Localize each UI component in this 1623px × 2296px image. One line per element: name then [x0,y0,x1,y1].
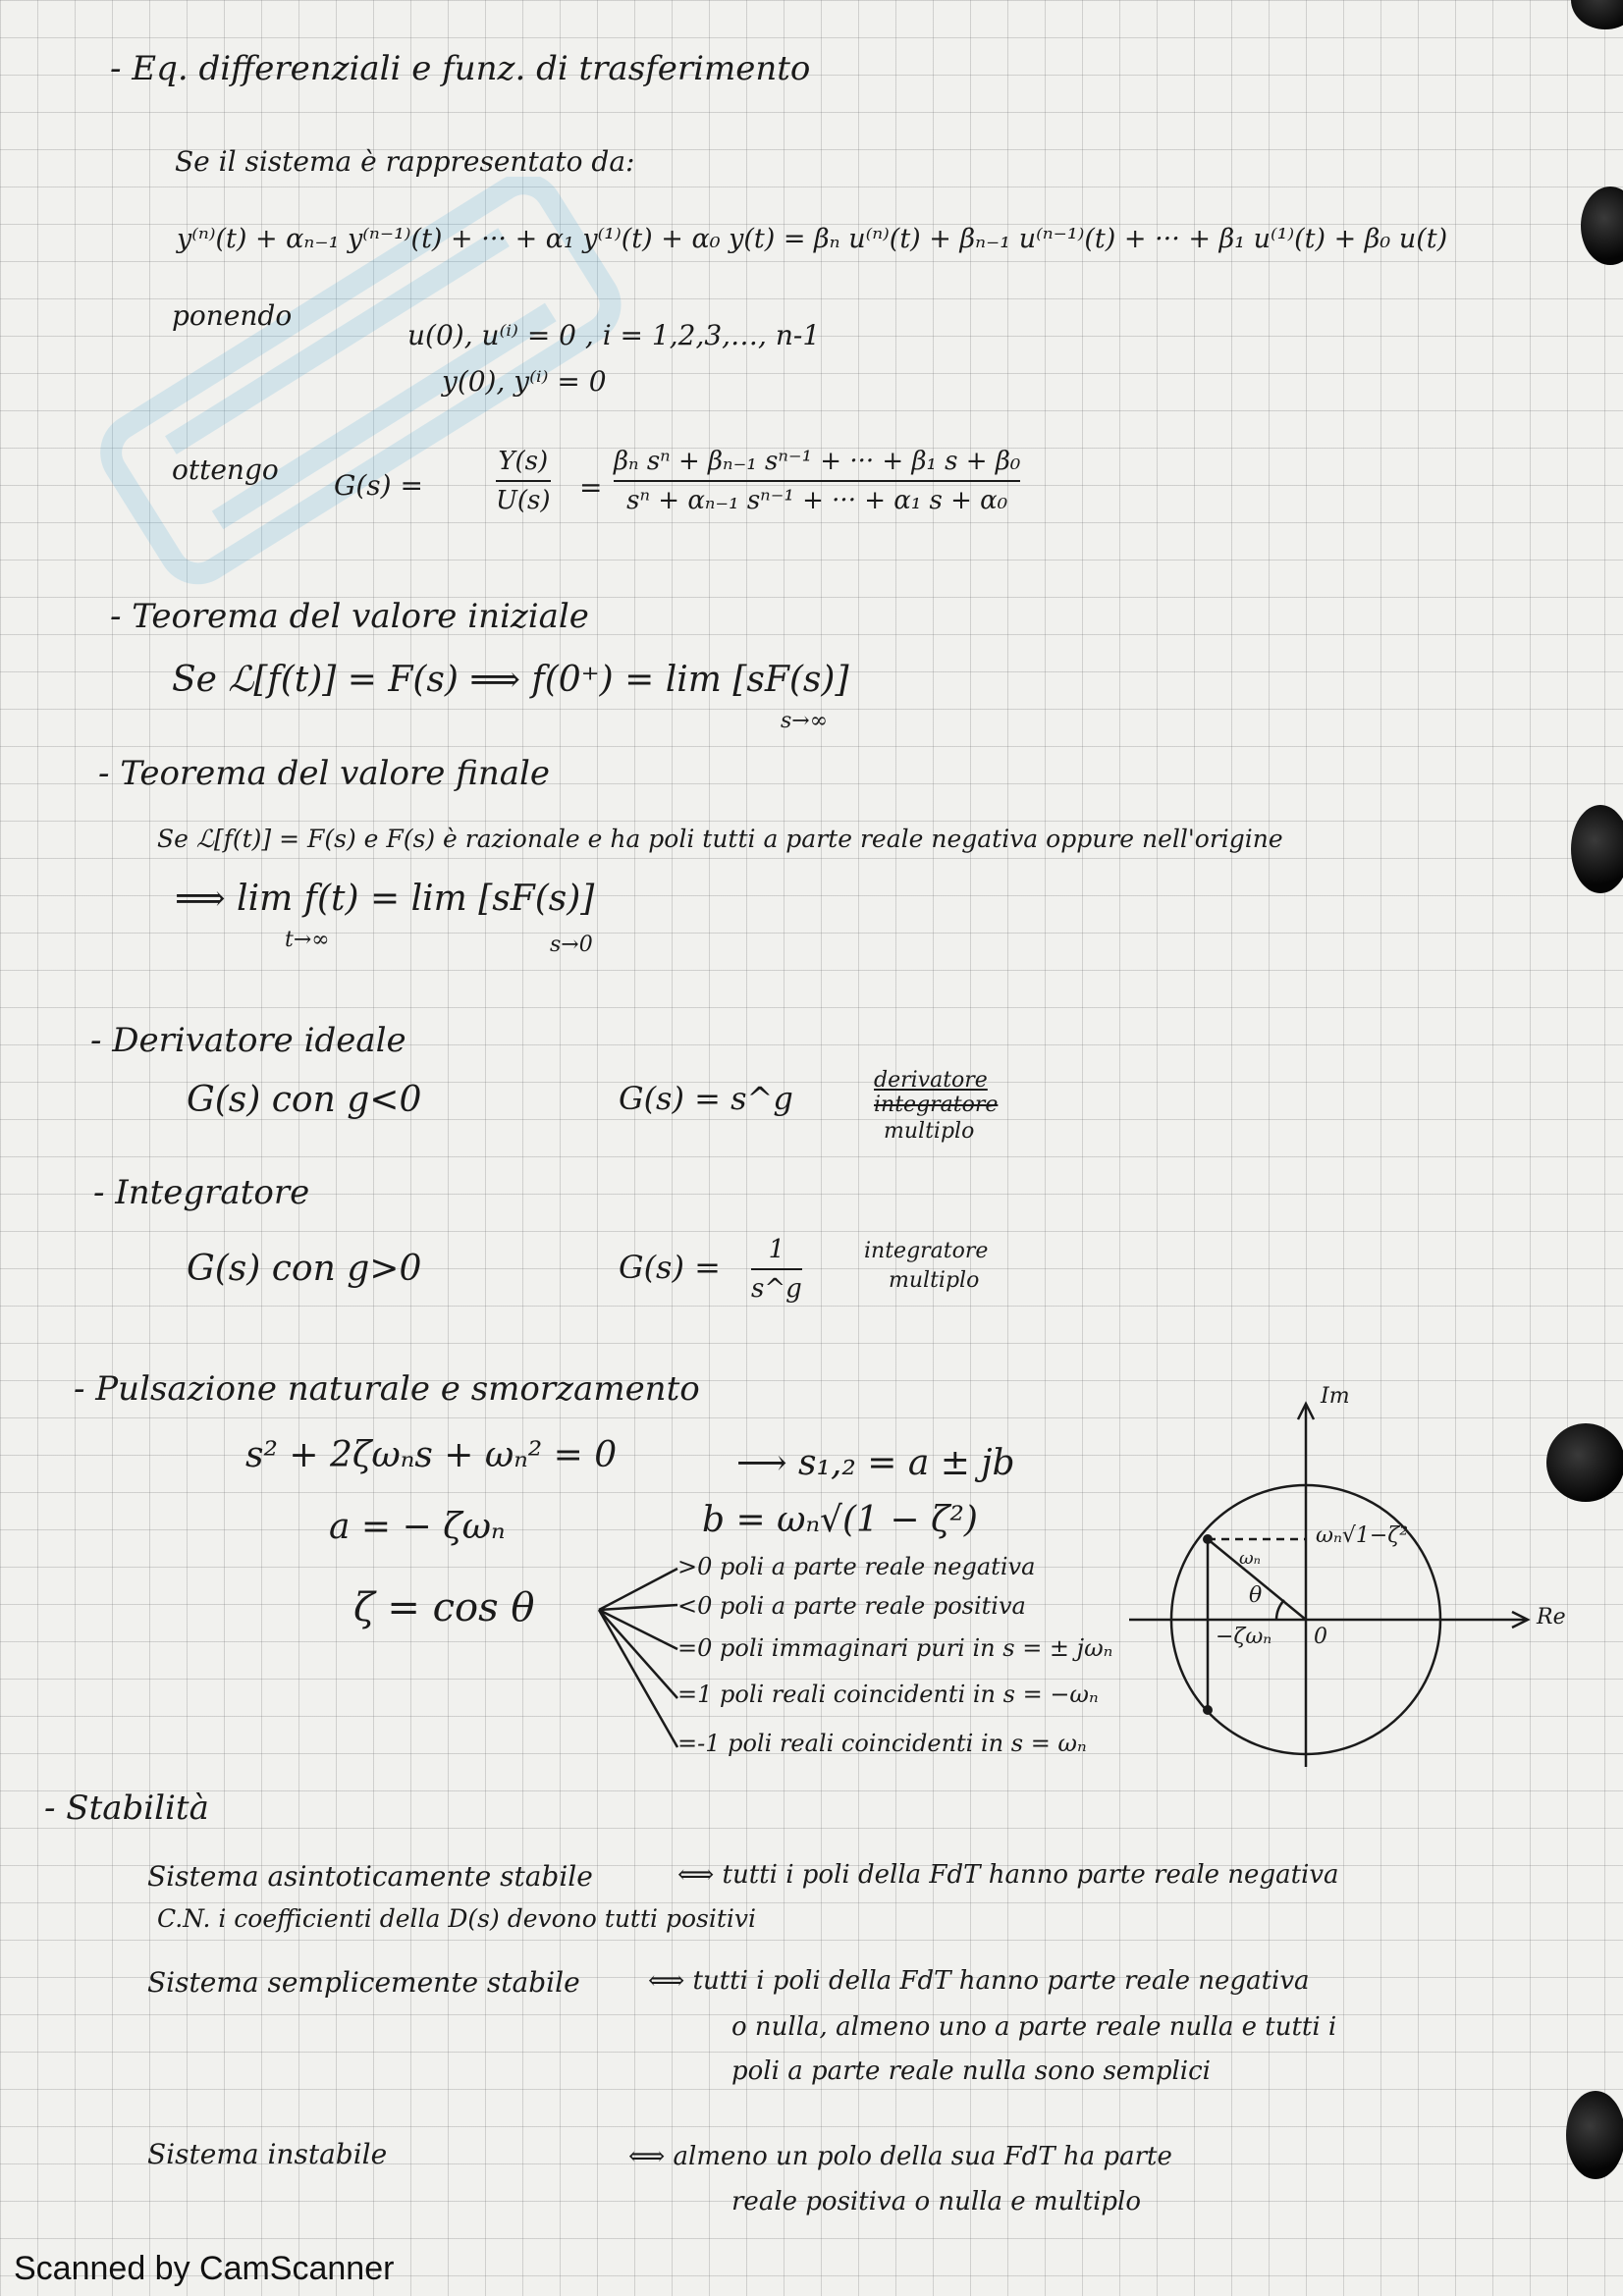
imag-part-equation: b = ωₙ√(1 − ζ²) [702,1500,978,1540]
derivatore-heading: - Derivatore ideale [90,1021,406,1060]
eq-diff-intro: Se il sistema è rappresentato da: [175,145,635,178]
final-value-result: ⟹ lim f(t) = lim [sF(s)] [175,879,595,919]
real-projection-label: −ζωₙ [1216,1625,1272,1649]
ponendo-label: ponendo [172,299,293,332]
equals-sign: = [579,471,603,504]
pulsazione-heading: - Pulsazione naturale e smorzamento [74,1369,700,1409]
unstable-label: Sistema instabile [147,2138,388,2170]
ottengo-label: ottengo [172,454,279,486]
final-value-statement: Se ℒ[f(t)] = F(s) e F(s) è razionale e ha poli tutti a parte reale negativa oppure nell'origine [157,825,1283,853]
zeta-case-negative: <0 poli a parte reale positiva [677,1592,1026,1620]
final-value-sub-s: s→0 [550,933,593,957]
derivatore-note-top: derivatore [874,1068,988,1093]
binder-ring [1571,805,1623,893]
derivatore-formula: G(s) = s^g [619,1080,793,1117]
transfer-function-lhs: G(s) = [334,469,423,502]
theta-label: θ [1249,1583,1263,1608]
binder-ring [1546,1423,1623,1502]
final-value-sub-t: t→∞ [285,928,330,952]
asymptotic-stable-text: ⟺ tutti i poli della FdT hanno parte reale negativa [677,1860,1339,1890]
tf-numerator: βₙ sⁿ + βₙ₋₁ sⁿ⁻¹ + ··· + β₁ s + β₀ [614,447,1021,476]
im-axis-label: Im [1321,1384,1350,1409]
stabilita-heading: - Stabilità [44,1789,209,1828]
fraction-bar [496,480,551,482]
fraction-bar [751,1268,802,1270]
real-axis-arrow [1512,1612,1528,1628]
initial-value-heading: - Teorema del valore iniziale [110,597,589,636]
input-conditions: u(0), u⁽ⁱ⁾ = 0 , i = 1,2,3,…, n-1 [407,319,821,351]
asymptotic-stable-label: Sistema asintoticamente stabile [147,1860,593,1893]
integratore-note-top: integratore [864,1239,989,1263]
derivatore-condition: G(s) con g<0 [187,1080,422,1120]
zeta-cos-equation: ζ = cos θ [353,1585,535,1630]
integratore-formula-lhs: G(s) = [619,1249,721,1286]
fraction-bar [614,480,1020,482]
binder-ring [1571,0,1623,29]
initial-value-limit-sub: s→∞ [781,709,829,733]
initial-value-statement: Se ℒ[f(t)] = F(s) ⟹ f(0⁺) = lim [sF(s)] [172,660,849,700]
differential-equation: y⁽ⁿ⁾(t) + αₙ₋₁ y⁽ⁿ⁻¹⁾(t) + ··· + α₁ y⁽¹⁾(t) + α₀ y(t) = βₙ u⁽ⁿ⁾(t) + βₙ₋₁ u⁽ⁿ⁻¹⁾(t) + ··· + β₁ u⁽¹⁾(t) + β₀ u(t) [177,224,1448,254]
eq-diff-heading: - Eq. differenziali e funz. di trasferimento [110,49,811,88]
real-part-equation: a = − ζωₙ [329,1507,506,1547]
origin-label: 0 [1314,1625,1327,1649]
zeta-case-positive: >0 poli a parte reale negativa [677,1553,1036,1580]
roots-expression: ⟶ s₁,₂ = a ± jb [736,1443,1015,1483]
ratio-denominator: U(s) [496,486,551,515]
pole-lower [1203,1705,1213,1715]
final-value-heading: - Teorema del valore finale [98,754,551,793]
unstable-text-2: reale positiva o nulla e multiplo [731,2187,1142,2216]
simple-stable-text-1: ⟺ tutti i poli della FdT hanno parte reale negativa [648,1966,1310,1996]
output-conditions: y(0), y⁽ⁱ⁾ = 0 [442,365,607,398]
simple-stable-text-3: poli a parte reale nulla sono semplici [731,2056,1211,2086]
pole-upper [1203,1534,1213,1544]
integratore-heading: - Integratore [93,1173,310,1212]
theta-arc [1276,1600,1284,1620]
ratio-numerator: Y(s) [498,447,549,476]
integratore-numerator: 1 [768,1235,785,1264]
re-axis-label: Re [1537,1605,1566,1629]
unstable-text-1: ⟺ almeno un polo della sua FdT ha parte [628,2142,1172,2171]
transfer-function-rational [614,447,1020,515]
radius-label: ωₙ [1239,1548,1261,1569]
integratore-fraction [751,1235,802,1304]
zeta-case-minus-one: =-1 poli reali coincidenti in s = ωₙ [677,1730,1087,1757]
binder-ring [1581,187,1623,265]
integratore-condition: G(s) con g>0 [187,1249,422,1289]
zeta-case-one: =1 poli reali coincidenti in s = −ωₙ [677,1681,1099,1708]
necessary-condition: C.N. i coefficienti della D(s) devono tutti positivi [157,1904,756,1933]
tf-denominator: sⁿ + αₙ₋₁ sⁿ⁻¹ + ··· + α₁ s + α₀ [626,486,1008,515]
integratore-denominator: s^g [751,1274,802,1304]
integratore-note-bottom: multiplo [889,1268,980,1293]
derivatore-note-bottom: multiplo [884,1119,975,1144]
zeta-case-zero: =0 poli immaginari puri in s = ± jωₙ [677,1634,1113,1662]
ratio-y-over-u [496,447,551,515]
simple-stable-text-2: o nulla, almeno uno a parte reale nulla e tutti i [731,2012,1337,2042]
characteristic-equation: s² + 2ζωₙs + ωₙ² = 0 [245,1435,618,1475]
scanner-footer: Scanned by CamScanner [14,2250,395,2287]
binder-ring [1566,2091,1623,2179]
imaginary-axis-arrow [1298,1404,1314,1419]
simple-stable-label: Sistema semplicemente stabile [147,1966,580,1999]
derivatore-note-struck: integratore [874,1093,999,1117]
imag-projection-label: ωₙ√1−ζ² [1316,1523,1409,1548]
